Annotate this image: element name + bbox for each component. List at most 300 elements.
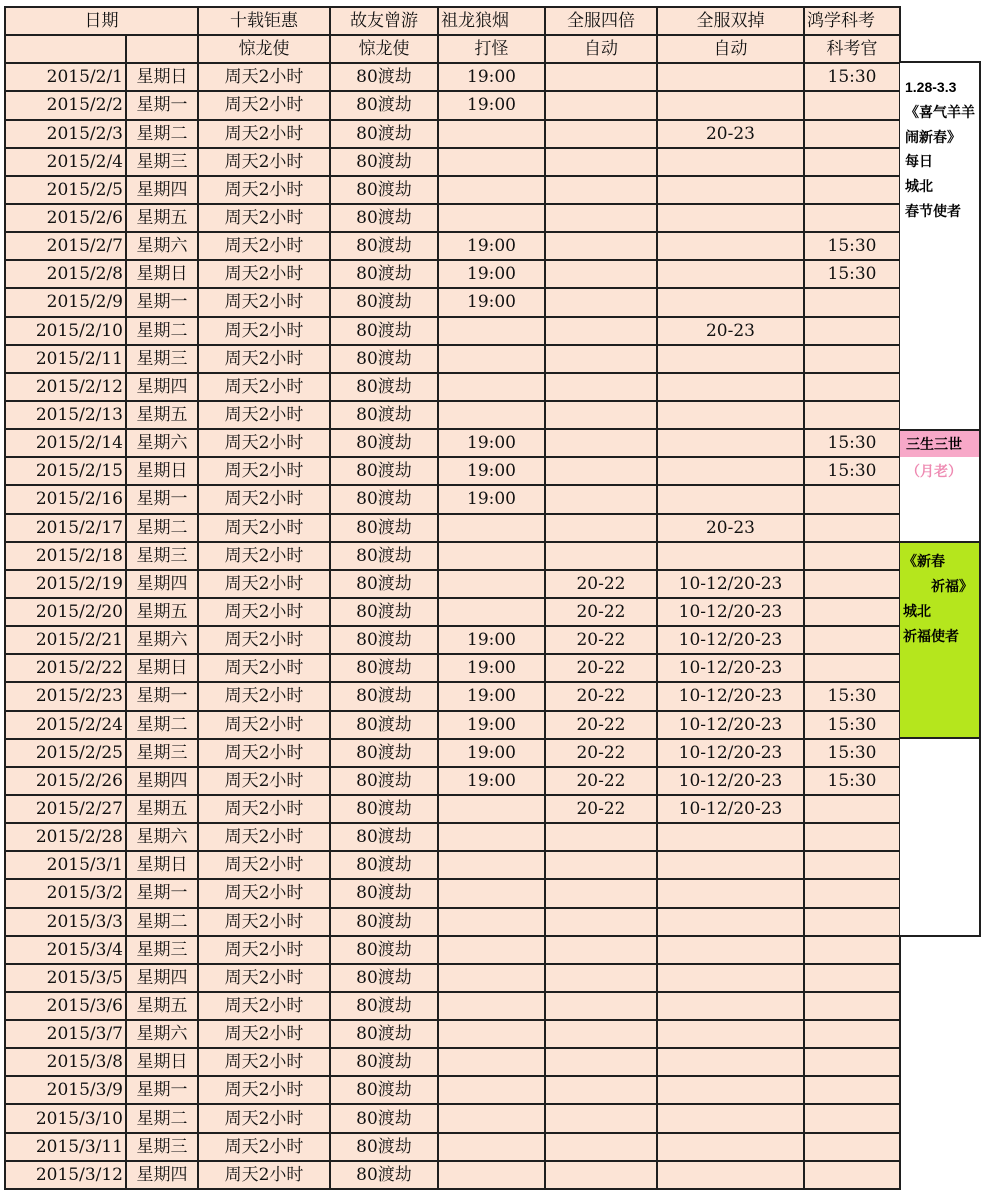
table-row (5, 711, 900, 739)
weekday-cell: 星期四 (126, 964, 198, 992)
table-row (5, 767, 900, 795)
weekday-cell: 星期二 (126, 908, 198, 936)
old-friends-cell: 80渡劫 (330, 401, 438, 429)
ten-year-promo-cell: 周天2小时 (198, 936, 330, 964)
imperial-exam-cell (804, 964, 900, 992)
dragon-smoke-cell (438, 120, 545, 148)
quad-exp-cell (545, 317, 657, 345)
double-drop-cell: 10-12/20-23 (657, 711, 804, 739)
quad-exp-cell (545, 1133, 657, 1161)
date-cell: 2015/2/28 (5, 823, 126, 851)
date-cell: 2015/2/18 (5, 542, 126, 570)
table-row (5, 317, 900, 345)
dragon-smoke-cell (438, 879, 545, 907)
weekday-cell: 星期日 (126, 851, 198, 879)
date-cell: 2015/2/7 (5, 232, 126, 260)
old-friends-cell: 80渡劫 (330, 1104, 438, 1132)
imperial-exam-cell (804, 1104, 900, 1132)
dragon-smoke-cell: 19:00 (438, 91, 545, 119)
spring-festival-npc: 春节使者 (905, 202, 961, 219)
ten-year-promo-cell: 周天2小时 (198, 485, 330, 513)
date-cell: 2015/2/13 (5, 401, 126, 429)
quad-exp-cell (545, 429, 657, 457)
old-friends-cell: 80渡劫 (330, 485, 438, 513)
ten-year-promo-cell: 周天2小时 (198, 1104, 330, 1132)
ten-year-promo-cell: 周天2小时 (198, 345, 330, 373)
double-drop-cell (657, 851, 804, 879)
weekday-cell: 星期三 (126, 739, 198, 767)
quad-exp-cell: 20-22 (545, 682, 657, 710)
ten-year-promo-cell: 周天2小时 (198, 288, 330, 316)
double-drop-cell (657, 992, 804, 1020)
header-row-subtitles (5, 35, 900, 63)
dragon-smoke-cell (438, 401, 545, 429)
old-friends-cell: 80渡劫 (330, 682, 438, 710)
ten-year-promo-cell: 周天2小时 (198, 654, 330, 682)
weekday-cell: 星期五 (126, 795, 198, 823)
quad-exp-cell: 20-22 (545, 570, 657, 598)
dragon-smoke-cell (438, 936, 545, 964)
ten-year-promo-cell: 周天2小时 (198, 1161, 330, 1189)
weekday-cell: 星期四 (126, 373, 198, 401)
imperial-exam-cell (804, 317, 900, 345)
weekday-cell: 星期一 (126, 91, 198, 119)
quad-exp-cell: 20-22 (545, 654, 657, 682)
imperial-exam-cell (804, 626, 900, 654)
table-row (5, 992, 900, 1020)
table-row (5, 879, 900, 907)
ten-year-promo-cell: 周天2小时 (198, 851, 330, 879)
date-cell: 2015/2/27 (5, 795, 126, 823)
date-cell: 2015/3/12 (5, 1161, 126, 1189)
table-row (5, 542, 900, 570)
quad-exp-cell (545, 879, 657, 907)
date-cell: 2015/2/21 (5, 626, 126, 654)
ten-year-promo-cell: 周天2小时 (198, 626, 330, 654)
ten-year-promo-cell: 周天2小时 (198, 542, 330, 570)
ten-year-promo-cell: 周天2小时 (198, 260, 330, 288)
quad-exp-cell: 20-22 (545, 767, 657, 795)
weekday-cell: 星期六 (126, 429, 198, 457)
weekday-cell: 星期日 (126, 260, 198, 288)
spring-festival-date-range: 1.28-3.3 (905, 79, 957, 95)
double-drop-cell: 10-12/20-23 (657, 739, 804, 767)
dragon-smoke-cell (438, 964, 545, 992)
double-drop-cell (657, 401, 804, 429)
quad-exp-cell (545, 936, 657, 964)
header-double-drop: 全服双掉 (657, 7, 804, 35)
quad-exp-cell: 20-22 (545, 626, 657, 654)
date-cell: 2015/2/8 (5, 260, 126, 288)
imperial-exam-cell: 15:30 (804, 767, 900, 795)
ten-year-promo-cell: 周天2小时 (198, 1048, 330, 1076)
weekday-cell: 星期四 (126, 176, 198, 204)
weekday-cell: 星期四 (126, 1161, 198, 1189)
ten-year-promo-cell: 周天2小时 (198, 514, 330, 542)
weekday-cell: 星期三 (126, 936, 198, 964)
table-row (5, 63, 900, 91)
weekday-cell: 星期日 (126, 457, 198, 485)
dragon-smoke-cell (438, 992, 545, 1020)
weekday-cell: 星期二 (126, 120, 198, 148)
ten-year-promo-cell: 周天2小时 (198, 795, 330, 823)
double-drop-cell (657, 457, 804, 485)
ten-year-promo-cell: 周天2小时 (198, 401, 330, 429)
double-drop-cell: 10-12/20-23 (657, 767, 804, 795)
quad-exp-cell (545, 908, 657, 936)
imperial-exam-cell (804, 654, 900, 682)
imperial-exam-cell: 15:30 (804, 429, 900, 457)
imperial-exam-cell (804, 401, 900, 429)
double-drop-cell (657, 345, 804, 373)
date-cell: 2015/2/6 (5, 204, 126, 232)
ten-year-promo-cell: 周天2小时 (198, 176, 330, 204)
dragon-smoke-cell (438, 514, 545, 542)
double-drop-cell: 10-12/20-23 (657, 654, 804, 682)
dragon-smoke-cell (438, 598, 545, 626)
date-cell: 2015/2/4 (5, 148, 126, 176)
double-drop-cell: 20-23 (657, 120, 804, 148)
table-row (5, 345, 900, 373)
double-drop-cell (657, 936, 804, 964)
weekday-cell: 星期六 (126, 626, 198, 654)
dragon-smoke-cell (438, 345, 545, 373)
header-date: 日期 (5, 7, 198, 35)
weekday-cell: 星期五 (126, 598, 198, 626)
date-cell: 2015/2/14 (5, 429, 126, 457)
weekday-cell: 星期一 (126, 1076, 198, 1104)
old-friends-cell: 80渡劫 (330, 936, 438, 964)
date-cell: 2015/2/22 (5, 654, 126, 682)
dragon-smoke-cell: 19:00 (438, 485, 545, 513)
double-drop-cell (657, 288, 804, 316)
double-drop-cell (657, 148, 804, 176)
old-friends-cell: 80渡劫 (330, 120, 438, 148)
ten-year-promo-cell: 周天2小时 (198, 964, 330, 992)
dragon-smoke-cell (438, 1020, 545, 1048)
dragon-smoke-cell (438, 570, 545, 598)
dragon-smoke-cell (438, 795, 545, 823)
double-drop-cell (657, 429, 804, 457)
dragon-smoke-cell (438, 823, 545, 851)
table-row (5, 401, 900, 429)
double-drop-cell (657, 91, 804, 119)
header-weekday-blank (126, 35, 198, 63)
imperial-exam-cell: 15:30 (804, 457, 900, 485)
table-row (5, 1133, 900, 1161)
old-friends-cell: 80渡劫 (330, 91, 438, 119)
dragon-smoke-cell: 19:00 (438, 429, 545, 457)
ten-year-promo-cell: 周天2小时 (198, 429, 330, 457)
spring-festival-note (905, 75, 979, 224)
imperial-exam-cell: 15:30 (804, 63, 900, 91)
table-row (5, 232, 900, 260)
weekday-cell: 星期五 (126, 992, 198, 1020)
date-cell: 2015/3/11 (5, 1133, 126, 1161)
weekday-cell: 星期六 (126, 823, 198, 851)
imperial-exam-cell (804, 1048, 900, 1076)
header-quad-exp: 全服四倍 (545, 7, 657, 35)
ten-year-promo-cell: 周天2小时 (198, 1020, 330, 1048)
quad-exp-cell (545, 204, 657, 232)
old-friends-cell: 80渡劫 (330, 1020, 438, 1048)
spring-festival-frequency: 每日 (905, 153, 933, 170)
weekday-cell: 星期二 (126, 1104, 198, 1132)
double-drop-cell: 10-12/20-23 (657, 682, 804, 710)
old-friends-cell: 80渡劫 (330, 767, 438, 795)
weekday-cell: 星期日 (126, 63, 198, 91)
quad-exp-cell (545, 288, 657, 316)
quad-exp-cell (545, 1048, 657, 1076)
date-cell: 2015/3/9 (5, 1076, 126, 1104)
date-cell: 2015/2/20 (5, 598, 126, 626)
event-notes-panel (900, 61, 981, 937)
quad-exp-cell (545, 542, 657, 570)
weekday-cell: 星期一 (126, 879, 198, 907)
date-cell: 2015/3/10 (5, 1104, 126, 1132)
dragon-smoke-cell: 19:00 (438, 654, 545, 682)
double-drop-cell (657, 964, 804, 992)
weekday-cell: 星期二 (126, 317, 198, 345)
schedule-table (4, 6, 901, 1190)
old-friends-cell: 80渡劫 (330, 457, 438, 485)
old-friends-cell: 80渡劫 (330, 373, 438, 401)
three-lives-badge: 三生三世 (900, 429, 979, 457)
double-drop-cell (657, 232, 804, 260)
table-row (5, 204, 900, 232)
old-friends-cell: 80渡劫 (330, 514, 438, 542)
double-drop-cell: 10-12/20-23 (657, 598, 804, 626)
old-friends-cell: 80渡劫 (330, 823, 438, 851)
date-cell: 2015/2/15 (5, 457, 126, 485)
imperial-exam-cell (804, 823, 900, 851)
imperial-exam-cell (804, 879, 900, 907)
double-drop-cell: 10-12/20-23 (657, 570, 804, 598)
quad-exp-cell (545, 373, 657, 401)
old-friends-cell: 80渡劫 (330, 992, 438, 1020)
double-drop-cell (657, 823, 804, 851)
dragon-smoke-cell (438, 204, 545, 232)
date-cell: 2015/2/10 (5, 317, 126, 345)
ten-year-promo-cell: 周天2小时 (198, 232, 330, 260)
double-drop-cell: 10-12/20-23 (657, 626, 804, 654)
header-row-titles (5, 7, 900, 35)
date-cell: 2015/3/1 (5, 851, 126, 879)
imperial-exam-cell (804, 288, 900, 316)
date-cell: 2015/2/9 (5, 288, 126, 316)
table-row (5, 654, 900, 682)
table-row (5, 176, 900, 204)
dragon-smoke-cell: 19:00 (438, 63, 545, 91)
old-friends-cell: 80渡劫 (330, 204, 438, 232)
double-drop-cell (657, 542, 804, 570)
blessing-title-line-2: 祈福》 (931, 578, 973, 594)
blessing-title-line-1: 《新春 (903, 553, 945, 569)
quad-exp-cell (545, 823, 657, 851)
imperial-exam-cell (804, 598, 900, 626)
date-cell: 2015/2/23 (5, 682, 126, 710)
double-drop-cell: 10-12/20-23 (657, 795, 804, 823)
weekday-cell: 星期三 (126, 1133, 198, 1161)
header-old-friends-npc: 惊龙使 (330, 35, 438, 63)
double-drop-cell (657, 176, 804, 204)
weekday-cell: 星期五 (126, 204, 198, 232)
quad-exp-cell: 20-22 (545, 711, 657, 739)
quad-exp-cell (545, 485, 657, 513)
dragon-smoke-cell (438, 542, 545, 570)
quad-exp-cell (545, 91, 657, 119)
quad-exp-cell (545, 964, 657, 992)
old-friends-cell: 80渡劫 (330, 1133, 438, 1161)
ten-year-promo-cell: 周天2小时 (198, 91, 330, 119)
dragon-smoke-cell (438, 1161, 545, 1189)
double-drop-cell (657, 373, 804, 401)
date-cell: 2015/2/12 (5, 373, 126, 401)
old-friends-cell: 80渡劫 (330, 908, 438, 936)
old-friends-cell: 80渡劫 (330, 176, 438, 204)
date-cell: 2015/3/7 (5, 1020, 126, 1048)
table-row (5, 795, 900, 823)
double-drop-cell (657, 204, 804, 232)
date-cell: 2015/2/5 (5, 176, 126, 204)
dragon-smoke-cell: 19:00 (438, 288, 545, 316)
imperial-exam-cell (804, 908, 900, 936)
table-row (5, 739, 900, 767)
imperial-exam-cell (804, 936, 900, 964)
date-cell: 2015/2/3 (5, 120, 126, 148)
dragon-smoke-cell: 19:00 (438, 711, 545, 739)
table-row (5, 514, 900, 542)
old-friends-cell: 80渡劫 (330, 288, 438, 316)
table-row (5, 373, 900, 401)
ten-year-promo-cell: 周天2小时 (198, 148, 330, 176)
imperial-exam-cell: 15:30 (804, 232, 900, 260)
blessing-npc: 祈福使者 (903, 628, 959, 644)
table-row (5, 1076, 900, 1104)
header-ten-year-promo-npc: 惊龙使 (198, 35, 330, 63)
date-cell: 2015/2/16 (5, 485, 126, 513)
old-friends-cell: 80渡劫 (330, 964, 438, 992)
dragon-smoke-cell (438, 1076, 545, 1104)
weekday-cell: 星期六 (126, 232, 198, 260)
ten-year-promo-cell: 周天2小时 (198, 992, 330, 1020)
quad-exp-cell (545, 457, 657, 485)
header-imperial-exam-npc: 科考官 (804, 35, 900, 63)
table-row (5, 682, 900, 710)
table-row (5, 457, 900, 485)
dragon-smoke-cell: 19:00 (438, 457, 545, 485)
old-friends-cell: 80渡劫 (330, 570, 438, 598)
old-friends-cell: 80渡劫 (330, 598, 438, 626)
quad-exp-cell (545, 345, 657, 373)
header-ten-year-promo: 十载钜惠 (198, 7, 330, 35)
double-drop-cell (657, 908, 804, 936)
table-row (5, 288, 900, 316)
ten-year-promo-cell: 周天2小时 (198, 1133, 330, 1161)
header-dragon-smoke-mode: 打怪 (438, 35, 545, 63)
dragon-smoke-cell: 19:00 (438, 767, 545, 795)
imperial-exam-cell (804, 570, 900, 598)
three-lives-npc: （月老） (906, 463, 962, 479)
weekday-cell: 星期一 (126, 485, 198, 513)
weekday-cell: 星期三 (126, 148, 198, 176)
ten-year-promo-cell: 周天2小时 (198, 457, 330, 485)
imperial-exam-cell: 15:30 (804, 260, 900, 288)
date-cell: 2015/2/2 (5, 91, 126, 119)
dragon-smoke-cell (438, 1133, 545, 1161)
schedule-body (5, 63, 900, 1189)
header-dragon-smoke: 祖龙狼烟 (438, 7, 545, 35)
weekday-cell: 星期日 (126, 654, 198, 682)
ten-year-promo-cell: 周天2小时 (198, 373, 330, 401)
imperial-exam-cell (804, 992, 900, 1020)
table-row (5, 823, 900, 851)
double-drop-cell (657, 879, 804, 907)
weekday-cell: 星期四 (126, 767, 198, 795)
weekday-cell: 星期六 (126, 1020, 198, 1048)
new-year-blessing-note (900, 541, 979, 739)
quad-exp-cell (545, 1104, 657, 1132)
imperial-exam-cell (804, 91, 900, 119)
double-drop-cell (657, 260, 804, 288)
old-friends-cell: 80渡劫 (330, 63, 438, 91)
header-date-blank (5, 35, 126, 63)
ten-year-promo-cell: 周天2小时 (198, 120, 330, 148)
table-row (5, 936, 900, 964)
dragon-smoke-cell (438, 1104, 545, 1132)
quad-exp-cell (545, 232, 657, 260)
ten-year-promo-cell: 周天2小时 (198, 767, 330, 795)
old-friends-cell: 80渡劫 (330, 711, 438, 739)
date-cell: 2015/2/24 (5, 711, 126, 739)
date-cell: 2015/3/3 (5, 908, 126, 936)
double-drop-cell: 20-23 (657, 317, 804, 345)
old-friends-cell: 80渡劫 (330, 1048, 438, 1076)
imperial-exam-cell (804, 373, 900, 401)
quad-exp-cell (545, 992, 657, 1020)
spring-festival-title-line-1: 《喜气羊羊 (905, 103, 975, 120)
table-row (5, 120, 900, 148)
date-cell: 2015/3/5 (5, 964, 126, 992)
dragon-smoke-cell (438, 148, 545, 176)
double-drop-cell (657, 1104, 804, 1132)
old-friends-cell: 80渡劫 (330, 1076, 438, 1104)
weekday-cell: 星期二 (126, 514, 198, 542)
ten-year-promo-cell: 周天2小时 (198, 908, 330, 936)
old-friends-cell: 80渡劫 (330, 879, 438, 907)
table-row (5, 851, 900, 879)
imperial-exam-cell (804, 204, 900, 232)
header-quad-exp-mode: 自动 (545, 35, 657, 63)
dragon-smoke-cell (438, 1048, 545, 1076)
weekday-cell: 星期五 (126, 401, 198, 429)
quad-exp-cell (545, 120, 657, 148)
weekday-cell: 星期二 (126, 711, 198, 739)
old-friends-cell: 80渡劫 (330, 345, 438, 373)
spring-festival-location: 城北 (905, 178, 933, 195)
dragon-smoke-cell (438, 176, 545, 204)
quad-exp-cell (545, 148, 657, 176)
table-row (5, 1048, 900, 1076)
date-cell: 2015/3/6 (5, 992, 126, 1020)
dragon-smoke-cell: 19:00 (438, 682, 545, 710)
imperial-exam-cell (804, 1161, 900, 1189)
weekday-cell: 星期日 (126, 1048, 198, 1076)
ten-year-promo-cell: 周天2小时 (198, 317, 330, 345)
date-cell: 2015/3/4 (5, 936, 126, 964)
double-drop-cell (657, 1076, 804, 1104)
header-double-drop-mode: 自动 (657, 35, 804, 63)
